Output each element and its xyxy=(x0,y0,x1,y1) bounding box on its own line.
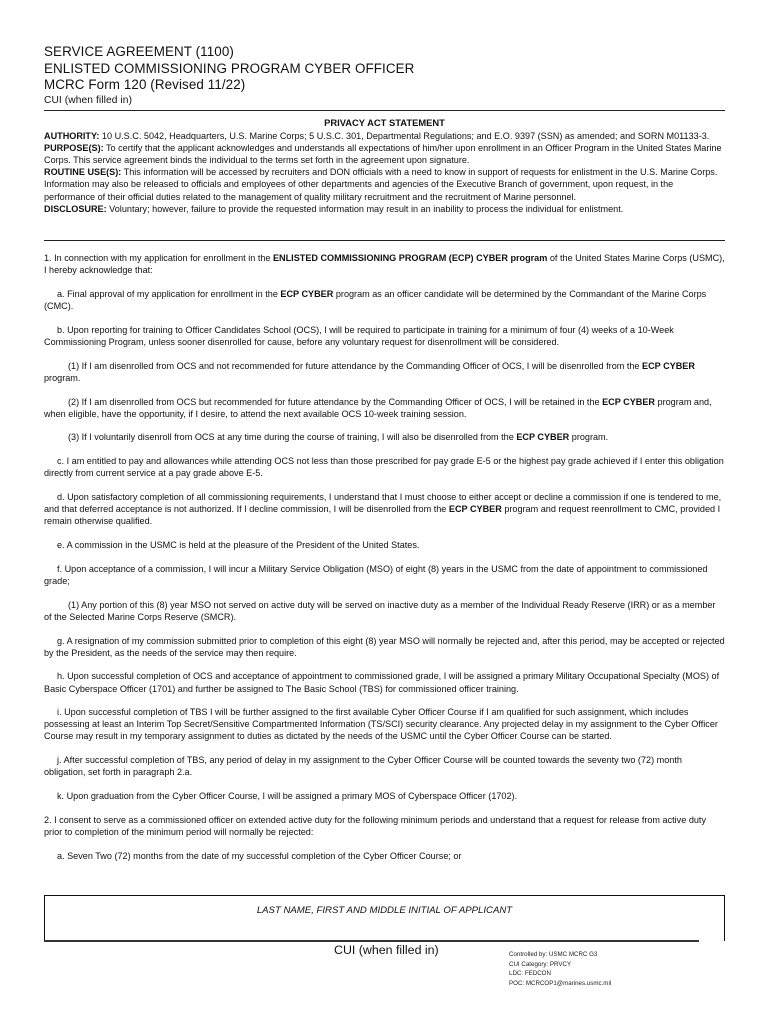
p1-text-c: of the United States Marine Corps (USMC), I hereby acknowledge that: xyxy=(44,253,725,276)
disclosure-label: DISCLOSURE: xyxy=(44,203,107,214)
paragraph-1h: h. Upon successful completion of OCS and acceptance of appointment to commissioned grade, I will be assigned a primary Military Occupational Specialty (MOS) of Basic Cyberspace Officer (1701) and further be assigned to The Basic School (TBS) for commissioned officer training. xyxy=(44,671,720,694)
paragraph-1b: b. Upon reporting for training to Officer Candidates School (OCS), I will be required to participate in training for a minimum of four (4) weeks of a 10-Week Commissioning Program, unless sooner disenrolled for cause, before any voluntary request for disenrollment will be considered. xyxy=(44,324,674,347)
cui-control-block xyxy=(509,950,611,988)
applicant-name-field[interactable] xyxy=(44,895,725,941)
poc-email: POC: MCRCOP1@marines.usmc.mil xyxy=(509,979,612,987)
cui-marking-top: CUI (when filled in) xyxy=(44,94,133,106)
authority-paragraph xyxy=(44,130,725,142)
p1a-text-1: a. Final approval of my application for enrollment in the xyxy=(57,288,281,299)
routine-text: This information will be accessed by recruiters and DON officials with a need to know in support of requests for enlistment in the U.S. Marine Corps. Information may also be released to officials and employees of other departments and agencies of the Executive Branch of government, upon request, in the performance of their official duties related to the management of quality military recruitment and the recruitment of Marine personnel. xyxy=(44,167,718,202)
p1b1-text-2: program. xyxy=(44,372,81,383)
p1b2-text-1: (2) If I am disenrolled from OCS but recommended for future attendance by the Commanding Officer of OCS, I will be retained in the xyxy=(68,396,603,407)
paragraph-1i: i. Upon successful completion of TBS I will be further assigned to the first available Cyber Officer Course if I am qualified for such assignment, which includes possessing at least an Interim Top Secret/Sensitive Compartmented Information (TS/SCI) security clearance. Any projected delay in my assignment to the Cyber Officer Course may result in my temporary assignment to duties as dictated by the needs of the USMC until the Cyber Officer Course can be started. xyxy=(44,707,718,742)
privacy-act-statement xyxy=(44,117,725,215)
p1d-text-2: program and request reenrollment to CMC, provided I remain otherwise qualified. xyxy=(44,504,721,527)
p1b3-text-2: program. xyxy=(569,432,609,443)
p1b3-bold: ECP CYBER xyxy=(516,432,570,443)
p1b1-bold: ECP CYBER xyxy=(642,360,695,371)
paragraph-1j: j. After successful completion of TBS, any period of delay in my assignment to the Cyber Officer Course will be counted towards the seventy two (72) month obligation, set forth in paragraph 2.a. xyxy=(44,755,682,778)
p1b2-text-2: program and, when eligible, have the opportunity, if I desire, to attend the next available OCS 10-week training session. xyxy=(44,396,712,419)
paragraph-1b1 xyxy=(44,360,725,384)
privacy-title: PRIVACY ACT STATEMENT xyxy=(324,117,445,128)
paragraph-1f: f. Upon acceptance of a commission, I will incur a Military Service Obligation (MSO) of eight (8) years in the USMC from the date of appointment to commissioned grade; xyxy=(44,563,708,586)
purpose-text: To certify that the applicant acknowledges and understands all expectations of him/her upon enrollment in an Officer Program in the United States Marine Corps. This service agreement binds the individual to the terms set forth in the agreement upon signature. xyxy=(44,143,722,166)
name-field-underline xyxy=(44,940,699,942)
ldc: LDC: FEDCON xyxy=(509,970,551,978)
paragraph-1k: k. Upon graduation from the Cyber Officer Course, I will be assigned a primary MOS of Cyberspace Officer (1702). xyxy=(57,791,518,802)
applicant-name-label: LAST NAME, FIRST AND MIDDLE INITIAL OF APPLICANT xyxy=(256,905,513,916)
p1b3-text-1: (3) If I voluntarily disenroll from OCS at any time during the course of training, I will also be disenrolled from the xyxy=(68,432,517,443)
header-divider xyxy=(44,110,725,111)
authority-text: 10 U.S.C. 5042, Headquarters, U.S. Marine Corps; 5 U.S.C. 301, Departmental Regulations; and E.O. 9397 (SSN) as amended; and SORN M01133-3. xyxy=(99,131,710,142)
p1a-bold: ECP CYBER xyxy=(280,288,334,299)
p1-text-a: 1. In connection with my application for enrollment in the xyxy=(44,253,273,263)
disclosure-text: Voluntary; however, failure to provide the requested information may result in an inability to process the individual for enlistment. xyxy=(106,203,624,214)
routine-label: ROUTINE USE(S): xyxy=(44,167,122,178)
program-name: ENLISTED COMMISSIONING PROGRAM (ECP) CYBER program xyxy=(272,253,548,263)
cui-marking-bottom: CUI (when filled in) xyxy=(334,943,439,957)
p1d-text-1: d. Upon satisfactory completion of all commissioning requirements, I understand that I must choose to either accept or decline a commission if one is tendered to me, and that deferred acceptance is not authorized. If I decline commission, I will be disenrolled from the xyxy=(44,492,722,515)
controlled-by: Controlled by: USMC MCRC G3 xyxy=(509,951,598,958)
paragraph-1g: g. A resignation of my commission submitted prior to completion of this eight (8) year MSO will normally be rejected and, after this period, may be accepted or rejected by the President, as the needs of the service may then require. xyxy=(44,635,725,658)
agreement-body xyxy=(44,252,725,874)
p1b1-text-1: (1) If I am disenrolled from OCS and not recommended for future attendance by the Commanding Officer of OCS, I will be disenrolled from the xyxy=(68,360,643,371)
paragraph-1d xyxy=(44,491,725,527)
privacy-divider xyxy=(44,240,725,241)
authority-label: AUTHORITY: xyxy=(44,131,100,142)
form-header xyxy=(44,44,724,107)
p1a-text-2: program as an officer candidate will be determined by the Commandant of the Marine Corps (CMC). xyxy=(44,288,707,311)
paragraph-2a: a. Seven Two (72) months from the date of my successful completion of the Cyber Officer Course; or xyxy=(57,850,462,861)
paragraph-1e: e. A commission in the USMC is held at the pleasure of the President of the United States. xyxy=(57,540,420,550)
routine-use-paragraph xyxy=(44,166,725,202)
form-title: SERVICE AGREEMENT (1100) xyxy=(44,44,234,59)
purpose-paragraph xyxy=(44,142,725,166)
paragraph-1f1: (1) Any portion of this (8) year MSO not served on active duty will be served on inactive duty as a member of the Individual Ready Reserve (IRR) or as a member of the Selected Marine Corps Reserve (SMCR). xyxy=(44,599,716,622)
purpose-label: PURPOSE(S): xyxy=(44,143,104,154)
form-number: MCRC Form 120 (Revised 11/22) xyxy=(44,77,246,92)
disclosure-paragraph xyxy=(44,203,725,215)
paragraph-1a xyxy=(44,288,725,312)
form-program-title: ENLISTED COMMISSIONING PROGRAM CYBER OFFICER xyxy=(44,60,415,76)
p1b2-bold: ECP CYBER xyxy=(602,396,655,407)
paragraph-2: 2. I consent to serve as a commissioned officer on extended active duty for the following minimum periods and understand that a request for release from active duty prior to completion of the minimum period will normally be rejected: xyxy=(44,814,707,837)
cui-category: CUI Category: PRVCY xyxy=(509,960,572,968)
p1d-bold: ECP CYBER xyxy=(448,504,502,515)
paragraph-1c: c. I am entitled to pay and allowances while attending OCS not less than those prescribed for pay grade E-5 or the highest pay grade achieved if I enter this obligation directly from current service at a pay grade above E-5. xyxy=(44,456,724,479)
paragraph-1 xyxy=(44,252,725,276)
paragraph-1b3 xyxy=(44,431,725,443)
paragraph-1b2 xyxy=(44,396,725,420)
